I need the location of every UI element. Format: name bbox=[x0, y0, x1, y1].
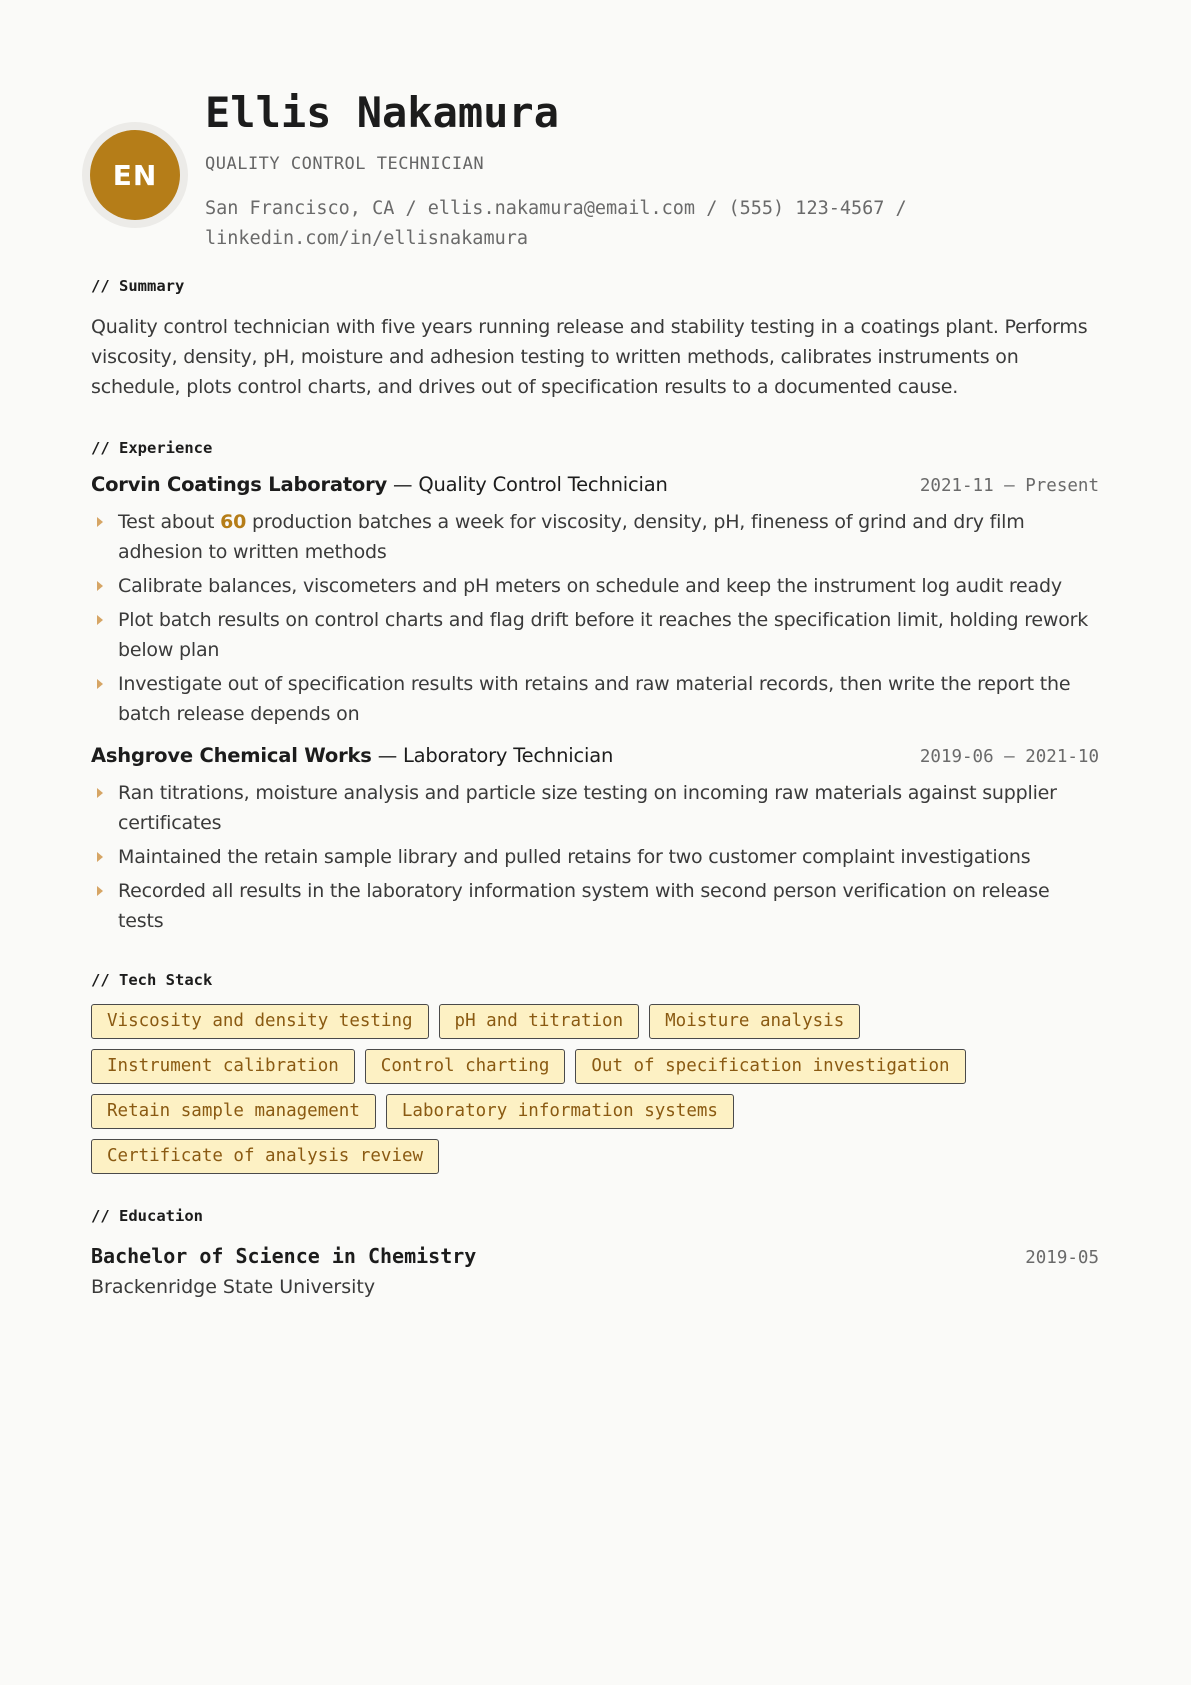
resume-body bbox=[91, 276, 1099, 1300]
bullet-triangle-icon bbox=[97, 852, 103, 862]
school-name: Brackenridge State University bbox=[91, 1276, 376, 1298]
contact-line: San Francisco, CA / ellis.nakamura@email.com / (555) 123-4567 / linkedin.com/in/ellisnakamura bbox=[205, 198, 907, 249]
education-heading: // Education bbox=[91, 1207, 203, 1225]
candidate-role: QUALITY CONTROL TECHNICIAN bbox=[205, 154, 485, 174]
job-dates: 2019-06 – 2021-10 bbox=[919, 747, 1099, 767]
education-section bbox=[91, 1206, 1099, 1300]
bullet-triangle-icon bbox=[97, 517, 103, 527]
job-bullet: Plot batch results on control charts and flag drift before it reaches the specification limit, holding rework below plan bbox=[91, 605, 1099, 665]
job-title bbox=[91, 472, 668, 498]
job-header bbox=[91, 743, 1099, 770]
skill-tags bbox=[91, 1004, 1099, 1184]
avatar: EN bbox=[90, 130, 180, 220]
job-bullet: Test about 60 production batches a week for viscosity, density, pH, fineness of grind and dry film adhesion to written methods bbox=[91, 507, 1099, 567]
education-header bbox=[91, 1244, 1099, 1268]
job-company: Corvin Coatings Laboratory bbox=[91, 473, 388, 496]
skill-tag: Control charting bbox=[365, 1049, 566, 1084]
skill-tag: Instrument calibration bbox=[91, 1049, 355, 1084]
experience-heading: // Experience bbox=[91, 439, 213, 457]
experience-section bbox=[91, 438, 1099, 936]
job-company: Ashgrove Chemical Works bbox=[91, 744, 372, 767]
candidate-name: Ellis Nakamura bbox=[205, 88, 560, 137]
summary-heading: // Summary bbox=[91, 277, 185, 295]
job-bullet: Recorded all results in the laboratory information system with second person verification on release tests bbox=[91, 876, 1099, 936]
bullet-triangle-icon bbox=[97, 788, 103, 798]
skill-tag: Retain sample management bbox=[91, 1094, 376, 1129]
bullet-triangle-icon bbox=[97, 886, 103, 896]
job-position: — Laboratory Technician bbox=[371, 744, 614, 767]
job-bullet: Ran titrations, moisture analysis and particle size testing on incoming raw materials against supplier certificates bbox=[91, 778, 1099, 838]
job-entry bbox=[91, 472, 1099, 729]
highlight-number: 60 bbox=[220, 511, 247, 533]
skill-tag: Laboratory information systems bbox=[386, 1094, 734, 1129]
header-text bbox=[205, 90, 1101, 254]
skill-tag: Certificate of analysis review bbox=[91, 1139, 439, 1174]
job-header bbox=[91, 472, 1099, 499]
skill-tag: pH and titration bbox=[439, 1004, 640, 1039]
skills-section bbox=[91, 970, 1099, 1184]
job-bullet: Calibrate balances, viscometers and pH meters on schedule and keep the instrument log audit ready bbox=[91, 571, 1099, 601]
skills-heading: // Tech Stack bbox=[91, 971, 213, 989]
bullet-triangle-icon bbox=[97, 615, 103, 625]
skill-tag: Out of specification investigation bbox=[575, 1049, 965, 1084]
job-title bbox=[91, 743, 613, 769]
job-bullets bbox=[91, 507, 1099, 729]
degree-title: Bachelor of Science in Chemistry bbox=[91, 1244, 477, 1268]
avatar-ring bbox=[82, 122, 188, 228]
summary-text: Quality control technician with five years running release and stability testing in a coatings plant. Performs viscosity, density, pH, moisture and adhesion testing to written methods, calibrates instruments on schedule, plots control charts, and drives out of specification results to a documented cause. bbox=[91, 316, 1088, 398]
job-position: — Quality Control Technician bbox=[387, 473, 668, 496]
job-dates: 2021-11 – Present bbox=[919, 476, 1099, 496]
bullet-triangle-icon bbox=[97, 679, 103, 689]
job-bullet: Maintained the retain sample library and pulled retains for two customer complaint investigations bbox=[91, 842, 1099, 872]
bullet-triangle-icon bbox=[97, 581, 103, 591]
summary-section bbox=[91, 276, 1099, 402]
job-bullets bbox=[91, 778, 1099, 936]
skill-tag: Viscosity and density testing bbox=[91, 1004, 429, 1039]
job-bullet: Investigate out of specification results with retains and raw material records, then write the report the batch release depends on bbox=[91, 669, 1099, 729]
education-date: 2019-05 bbox=[1025, 1248, 1099, 1268]
skill-tag: Moisture analysis bbox=[649, 1004, 860, 1039]
job-entry bbox=[91, 743, 1099, 936]
